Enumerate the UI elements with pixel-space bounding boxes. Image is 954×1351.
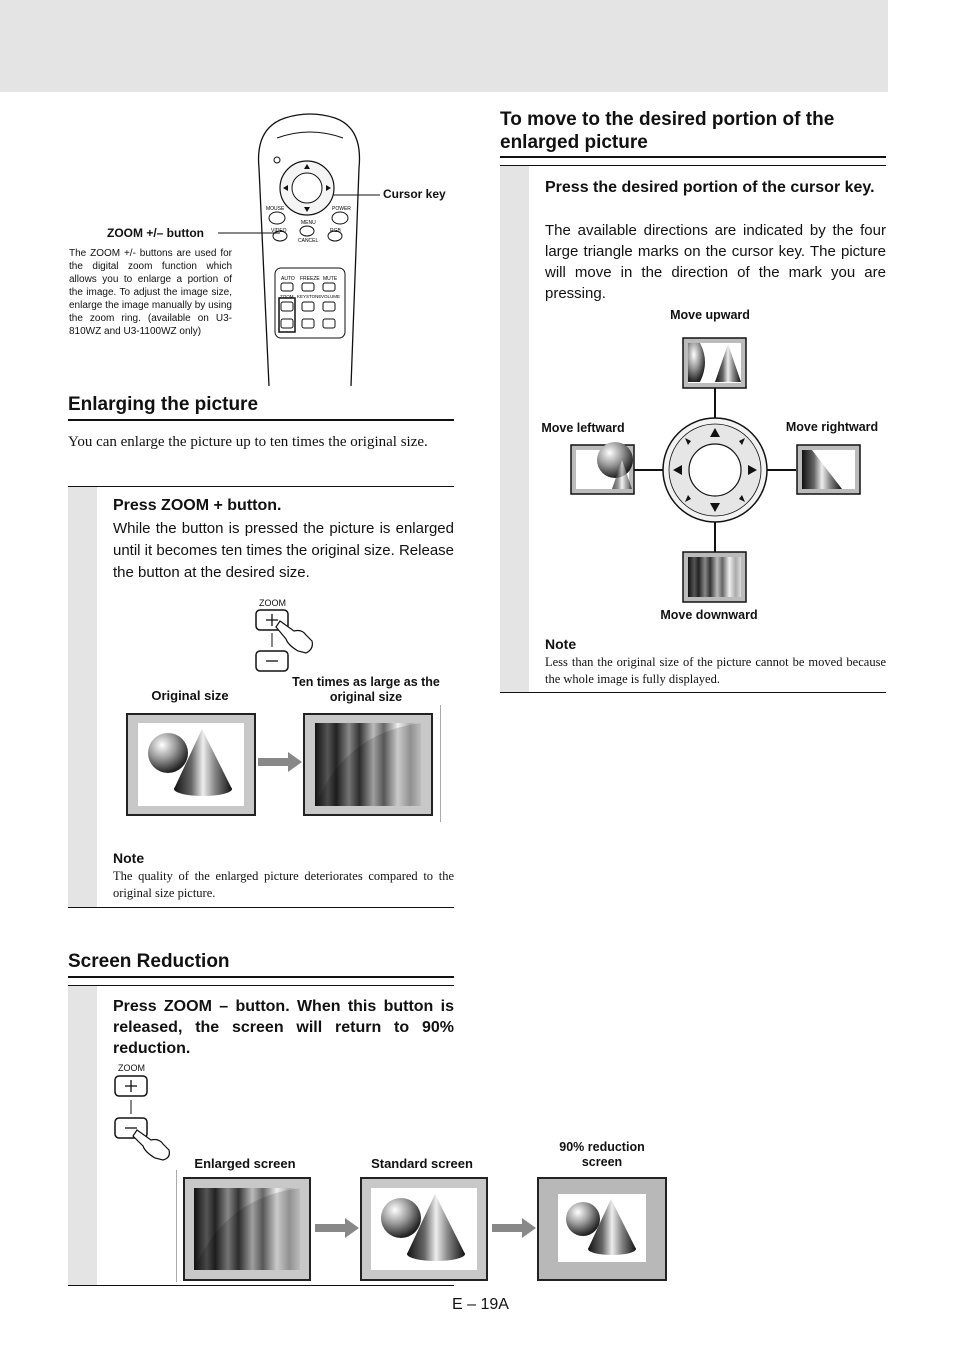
reduction-step-bottom-rule xyxy=(68,1285,454,1286)
remote-key-video: VIDEO xyxy=(271,228,287,234)
arrow-right-icon-2 xyxy=(315,1218,359,1238)
reduction-step-title: Press ZOOM – button. When this button is released, the screen will return to 90% reduction. xyxy=(113,998,454,1057)
remote-key-cancel: CANCEL xyxy=(298,238,319,244)
enlarging-note-heading: Note xyxy=(113,850,145,866)
enlarging-step-top-rule xyxy=(68,486,454,487)
move-rule xyxy=(500,156,886,158)
standard-screen-label: Standard screen xyxy=(371,1156,473,1171)
remote-key-keystone: KEYSTONE xyxy=(297,294,322,299)
enlarging-step-bar xyxy=(68,487,97,907)
arrow-right-icon xyxy=(258,752,302,772)
cursor-key-label: Cursor key xyxy=(383,187,446,201)
move-step-top-rule xyxy=(500,165,886,166)
zoom-button-label: ZOOM +/– button xyxy=(107,226,204,240)
remote-key-freeze: FREEZE xyxy=(300,276,320,282)
move-step-bottom-rule xyxy=(500,692,886,693)
header-band xyxy=(0,0,888,92)
remote-key-mouse: MOUSE xyxy=(266,206,285,212)
move-note-text: Less than the original size of the picture cannot be moved because the whole image is fully displayed. xyxy=(545,655,886,686)
original-size-label: Original size xyxy=(151,688,229,703)
enlarging-heading: Enlarging the picture xyxy=(68,394,259,415)
remote-key-rgb: RGB xyxy=(330,228,341,234)
move-step-text: The available directions are indicated by the four large triangle marks on the cursor key. The picture will move in the direction of the mark you are pressing. xyxy=(545,222,886,302)
reduction-rule xyxy=(68,976,454,978)
page-number: E – 19A xyxy=(452,1296,509,1313)
reduction-heading: Screen Reduction xyxy=(68,951,230,972)
ten-times-label: Ten times as large as the original size xyxy=(292,675,440,704)
remote-key-menu: MENU xyxy=(301,220,316,226)
reduction-screen-picture xyxy=(537,1177,667,1281)
move-upward-label: Move upward xyxy=(670,308,750,322)
zoom-description: The ZOOM +/- buttons are used for the digital zoom function which allows you to enlarge a portion of the image. To adjust the image size, enlarge the image manually by using the zoom ring. (available on U3-810WZ and U3-1100WZ only) xyxy=(69,248,232,337)
enlarging-step-title: Press ZOOM + button. xyxy=(113,497,282,514)
picture-side-rule xyxy=(440,705,441,822)
reduction-zoom-key-label: ZOOM xyxy=(118,1063,145,1073)
move-step-bar xyxy=(500,166,529,692)
remote-callout-lines xyxy=(215,188,385,238)
enlarging-intro: You can enlarge the picture up to ten times the original size. xyxy=(68,434,428,450)
move-step-title: Press the desired portion of the cursor key. xyxy=(545,179,875,196)
remote-key-mute: MUTE xyxy=(323,276,338,282)
reduction-step-bar xyxy=(68,986,97,1285)
ten-times-picture xyxy=(303,713,433,816)
move-downward-label: Move downward xyxy=(660,608,758,622)
remote-key-zoom: ZOOM xyxy=(280,294,294,299)
enlarged-screen-picture xyxy=(183,1177,311,1281)
remote-control-illustration xyxy=(255,108,365,386)
move-heading: To move to the desired portion of the enlarged picture xyxy=(500,109,835,153)
zoom-key-label: ZOOM xyxy=(259,598,286,608)
reduction-screen-label: 90% reduction screen xyxy=(559,1140,645,1169)
enlarged-screen-label: Enlarged screen xyxy=(194,1156,296,1171)
standard-screen-picture xyxy=(360,1177,488,1281)
move-note-heading: Note xyxy=(545,636,577,652)
reduction-step-top-rule xyxy=(68,985,454,986)
original-size-picture xyxy=(126,713,256,816)
enlarging-step-bottom-rule xyxy=(68,907,454,908)
remote-key-volume: VOLUME xyxy=(321,294,341,299)
zoom-minus-hand-illustration xyxy=(113,1074,175,1162)
zoom-key-hand-illustration xyxy=(254,609,316,673)
move-leftward-label: Move leftward xyxy=(541,421,625,435)
enlarging-rule xyxy=(68,419,454,421)
remote-key-power: POWER xyxy=(332,206,351,212)
reduction-side-rule xyxy=(176,1170,177,1282)
enlarging-note-text: The quality of the enlarged picture deteriorates compared to the original size picture. xyxy=(113,869,454,900)
move-rightward-label: Move rightward xyxy=(785,420,879,434)
enlarging-step-text: While the button is pressed the picture is enlarged until it becomes ten times the original size. Release the button at the desired size. xyxy=(113,520,455,581)
cursor-key-diagram xyxy=(560,330,870,610)
remote-key-auto: AUTO xyxy=(281,276,295,282)
arrow-right-icon-3 xyxy=(492,1218,536,1238)
